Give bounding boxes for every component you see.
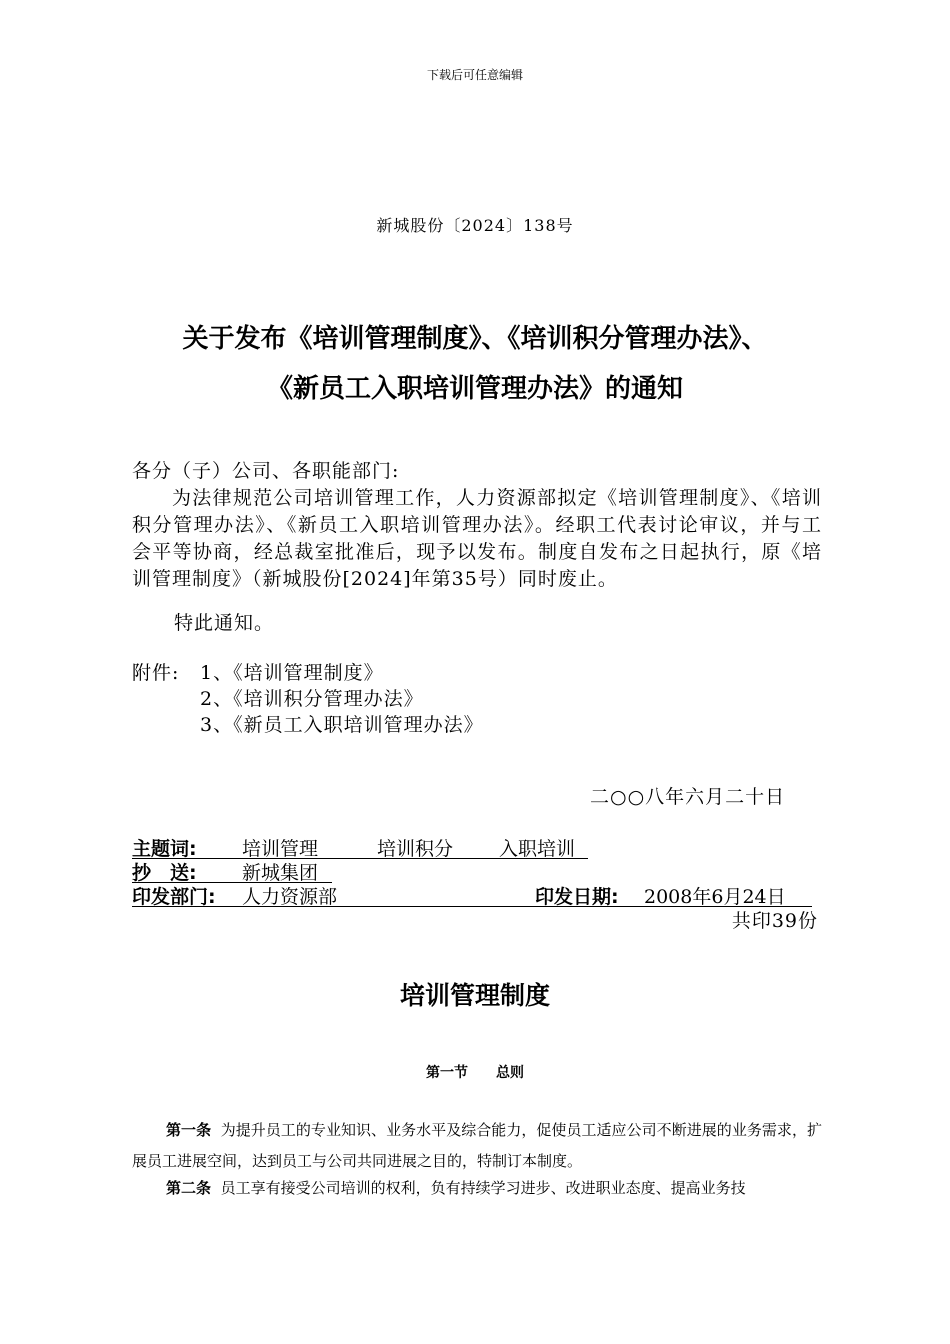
issuer-underline [132, 906, 812, 907]
subject-term: 培训管理 [242, 838, 319, 860]
subject-term: 培训积分 [377, 838, 454, 860]
attachment-item-3: 3、《新员工入职培训管理办法》 [200, 714, 484, 736]
subject-label: 主题词: [132, 838, 197, 860]
issue-date-value: 2008年6月24日 [644, 886, 786, 908]
article-1 [132, 1115, 822, 1177]
document-number: 新城股份〔2024〕138号 [376, 216, 574, 235]
issuer-value: 人力资源部 [242, 886, 338, 908]
body-paragraph: 为法律规范公司培训管理工作，人力资源部拟定《培训管理制度》、《培训积分管理办法》、《新员工入职培训管理办法》。经职工代表讨论审议，并与工会平等协商，经总裁室批准后，现予以发布。制度自发布之日起执行，原《培训管理制度》（新城股份[2024]年第35号）同时废止。 [132, 487, 822, 590]
cc-value: 新城集团 [242, 862, 319, 884]
copies-count: 共印39份 [731, 910, 818, 932]
cc-row [132, 858, 812, 884]
cc-label: 抄 送: [132, 862, 197, 884]
header-note: 下载后可任意编辑 [426, 68, 523, 82]
article-2 [132, 1173, 822, 1204]
subject-row [132, 834, 812, 860]
attachment-item-2: 2、《培训积分管理办法》 [200, 688, 424, 710]
chapter-title: 第一节 总则 [426, 1065, 524, 1081]
article-label: 第二条 [166, 1179, 212, 1197]
notice-date: 二○○八年六月二十日 [590, 786, 786, 808]
article-text: 员工享有接受公司培训的权利，负有持续学习进步、改进职业态度、提高业务技 [220, 1179, 746, 1197]
notice-title-line-1: 关于发布《培训管理制度》、《培训积分管理办法》、 [182, 324, 768, 354]
article-label: 第一条 [166, 1121, 212, 1139]
notice-title-line-2: 《新员工入职培训管理办法》的通知 [266, 374, 683, 404]
notice-closing: 特此通知。 [174, 612, 275, 634]
attachments-label: 附件: [132, 662, 180, 684]
attachment-item-1: 1、《培训管理制度》 [200, 662, 384, 684]
issuer-row [132, 882, 812, 908]
recipients: 各分（子）公司、各职能部门: [132, 460, 400, 482]
subject-term: 入职培训 [499, 838, 576, 860]
article-text: 为提升员工的专业知识、业务水平及综合能力，促使员工适应公司不断进展的业务需求，扩展员工进展空间，达到员工与公司共同进展之目的，特制订本制度。 [132, 1121, 822, 1170]
section-title: 培训管理制度 [399, 981, 550, 1010]
issue-date-label: 印发日期: [535, 886, 619, 908]
issuer-label: 印发部门: [132, 886, 216, 908]
